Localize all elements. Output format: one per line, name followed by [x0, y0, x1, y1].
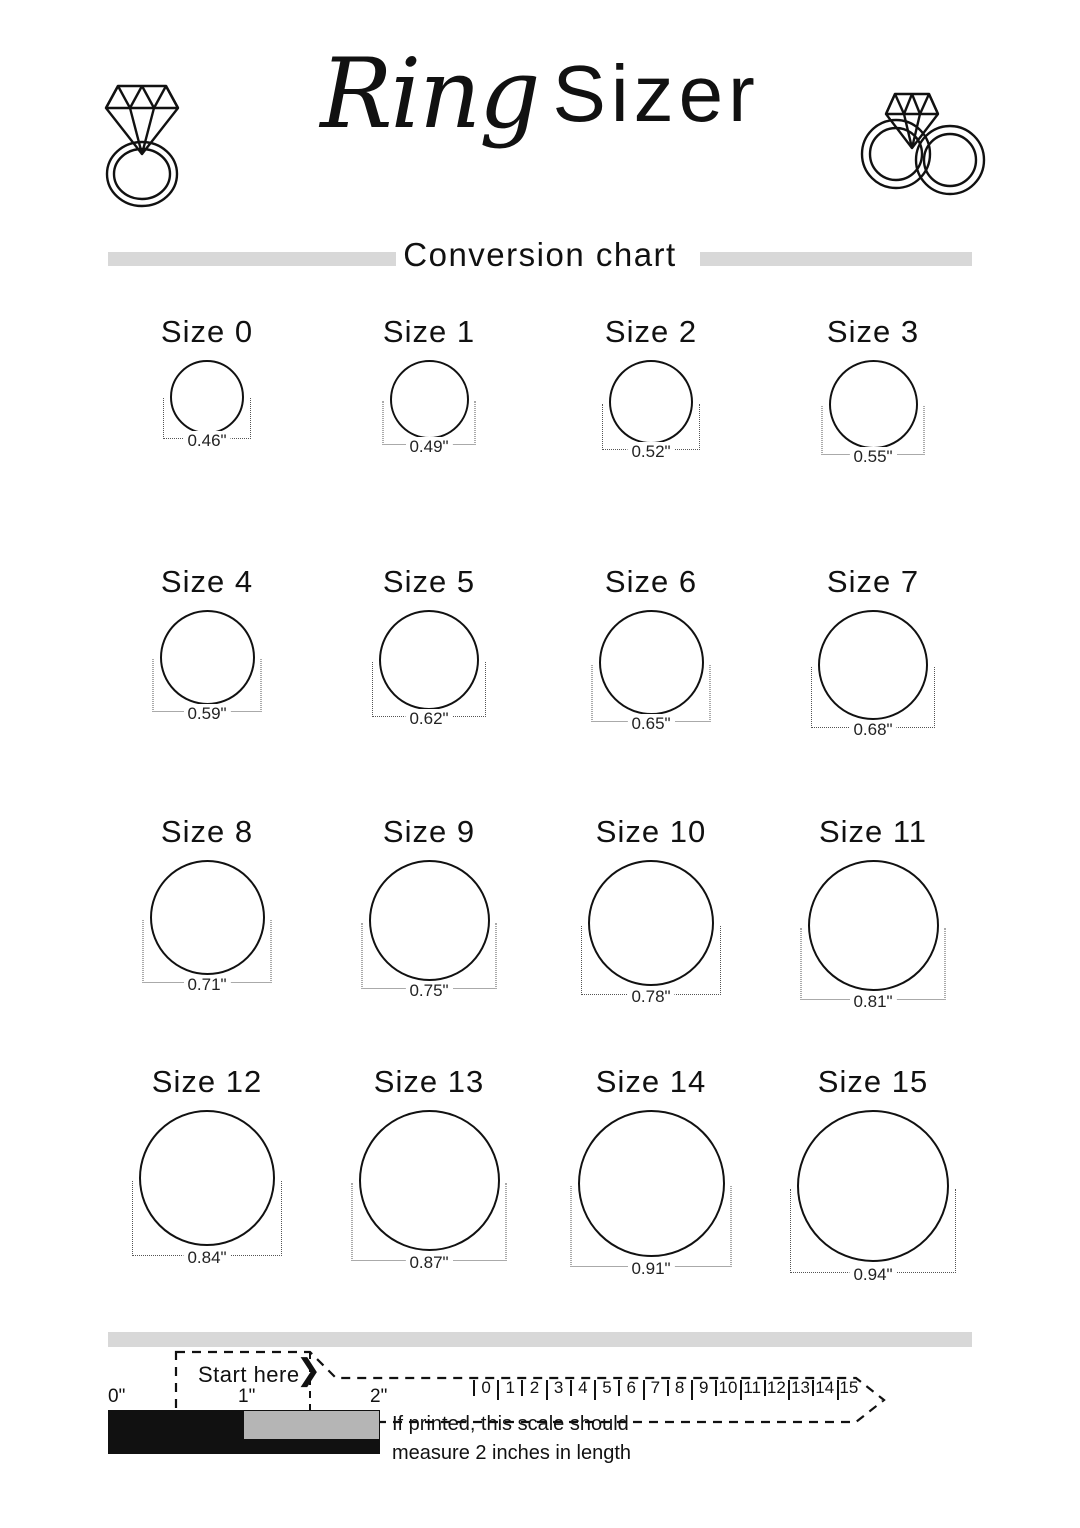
size-cell — [540, 814, 762, 1044]
scale-ruler-top — [108, 1410, 380, 1440]
dimension-bracket — [372, 662, 486, 728]
scale-label-1: 1" — [238, 1386, 256, 1407]
size-cell — [318, 564, 540, 794]
strip-tick-number: 7 — [650, 1378, 661, 1397]
diameter-label: 0.71" — [183, 975, 230, 995]
dimension-bracket — [801, 928, 946, 1012]
size-cell — [540, 1064, 762, 1294]
diameter-label: 0.81" — [849, 992, 896, 1012]
strip-tick-number: 4 — [578, 1378, 588, 1397]
ruler-bottom-right — [244, 1440, 380, 1454]
size-label: Size 4 — [160, 564, 254, 599]
size-circle-box — [127, 1110, 287, 1270]
size-circle-box — [566, 1110, 737, 1281]
size-grid — [0, 314, 1080, 1294]
size-circle-box — [576, 860, 726, 1010]
size-cell — [318, 814, 540, 1044]
strip-tick-number: 11 — [743, 1378, 761, 1397]
dimension-bracket — [383, 401, 476, 456]
diameter-label: 0.52" — [627, 442, 674, 462]
diameter-label: 0.91" — [627, 1259, 674, 1279]
arrow-right-icon: ❯ — [296, 1353, 322, 1388]
size-cell — [318, 1064, 540, 1294]
start-here-label: Start here — [198, 1362, 300, 1387]
strip-tick-number: 2 — [529, 1378, 540, 1397]
dimension-bracket — [581, 926, 721, 1006]
dimension-bracket — [811, 667, 935, 739]
dimension-bracket — [592, 665, 711, 734]
diameter-label: 0.78" — [627, 987, 674, 1007]
ruler-bottom-left — [108, 1440, 244, 1454]
scale-note-line-2: measure 2 inches in length — [392, 1442, 632, 1464]
dimension-bracket — [132, 1181, 282, 1267]
diameter-label: 0.84" — [183, 1248, 230, 1268]
strip-tick-number: 5 — [602, 1378, 612, 1397]
strip-tick-number: 10 — [718, 1378, 738, 1397]
two-rings-icon — [844, 56, 994, 200]
dimension-bracket — [571, 1186, 732, 1279]
dimension-bracket — [602, 404, 700, 461]
size-label: Size 9 — [382, 814, 476, 849]
diameter-label: 0.87" — [405, 1253, 452, 1273]
dimension-bracket — [822, 406, 925, 467]
subtitle-row — [0, 236, 1080, 280]
diameter-label: 0.68" — [849, 720, 896, 740]
size-cell — [96, 814, 318, 1044]
size-circle-box — [806, 610, 940, 744]
title-script-word: Ring — [320, 38, 539, 150]
size-label: Size 14 — [595, 1064, 707, 1099]
scale-label-0: 0" — [108, 1386, 126, 1407]
diameter-label: 0.49" — [405, 437, 452, 457]
size-label: Size 5 — [382, 564, 476, 599]
size-cell — [762, 1064, 984, 1294]
size-circle-box — [378, 360, 481, 463]
dimension-bracket — [153, 659, 262, 723]
strip-tick-number: 13 — [791, 1378, 810, 1397]
size-circle-box — [148, 610, 267, 729]
ruler-segment-light — [244, 1411, 379, 1439]
size-label: Size 6 — [604, 564, 698, 599]
dimension-bracket — [790, 1189, 956, 1284]
size-circle-box — [357, 860, 502, 1005]
strip-tick-number: 9 — [699, 1378, 709, 1397]
scale-ruler-bottom — [108, 1440, 380, 1454]
size-circle-box — [367, 610, 491, 734]
strip-tick-number: 8 — [674, 1378, 685, 1397]
size-circle-box — [597, 360, 705, 468]
diameter-label: 0.65" — [627, 714, 674, 734]
size-cell — [96, 1064, 318, 1294]
size-label: Size 3 — [826, 314, 920, 349]
size-circle-box — [138, 860, 277, 999]
strip-tick-number: 6 — [626, 1378, 636, 1397]
size-label: Size 11 — [818, 814, 928, 849]
size-label: Size 12 — [151, 1064, 263, 1099]
size-cell — [762, 314, 984, 544]
subtitle-text: Conversion chart — [403, 236, 677, 273]
size-cell — [762, 564, 984, 794]
dimension-bracket — [362, 923, 497, 1001]
diameter-label: 0.55" — [849, 447, 896, 467]
size-cell — [540, 564, 762, 794]
strip-tick-number: 3 — [553, 1378, 564, 1397]
bottom-divider-bar — [108, 1332, 972, 1347]
size-cell — [540, 314, 762, 544]
size-circle-box — [785, 1110, 961, 1286]
strip-tick-number: 0 — [481, 1378, 491, 1397]
diameter-label: 0.46" — [183, 431, 230, 451]
size-cell — [96, 564, 318, 794]
size-label: Size 2 — [604, 314, 698, 349]
size-circle-box — [587, 610, 716, 739]
scale-note — [392, 1410, 631, 1468]
size-cell — [96, 314, 318, 544]
size-circle-box — [796, 860, 951, 1015]
diameter-label: 0.94" — [849, 1265, 896, 1285]
size-label: Size 1 — [382, 314, 476, 349]
ruler-segment-dark — [109, 1411, 244, 1439]
diameter-label: 0.62" — [405, 709, 452, 729]
size-cell — [318, 314, 540, 544]
dimension-bracket — [352, 1183, 507, 1272]
size-label: Size 10 — [595, 814, 707, 849]
dimension-bracket — [163, 398, 251, 451]
size-label: Size 7 — [826, 564, 920, 599]
strip-tick-number: 14 — [815, 1378, 835, 1397]
size-label: Size 0 — [160, 314, 254, 349]
size-label: Size 15 — [817, 1064, 929, 1099]
size-cell — [762, 814, 984, 1044]
size-circle-box — [817, 360, 930, 473]
page-header — [0, 0, 1080, 232]
size-circle-box — [158, 360, 256, 458]
diameter-label: 0.75" — [405, 981, 452, 1001]
scale-note-line-1: If printed, this scale should — [392, 1413, 629, 1435]
print-scale — [0, 1386, 1080, 1496]
scale-tick-labels — [108, 1386, 388, 1408]
size-circle-box — [347, 1110, 512, 1275]
size-label: Size 8 — [160, 814, 254, 849]
dimension-bracket — [143, 920, 272, 995]
title-plain-word: Sizer — [552, 49, 760, 138]
diameter-label: 0.59" — [183, 704, 230, 724]
strip-tick-number: 1 — [505, 1378, 516, 1397]
strip-tick-number: 15 — [839, 1378, 859, 1397]
scale-label-2: 2" — [370, 1386, 388, 1407]
strip-tick-number: 12 — [766, 1378, 786, 1397]
size-label: Size 13 — [373, 1064, 485, 1099]
